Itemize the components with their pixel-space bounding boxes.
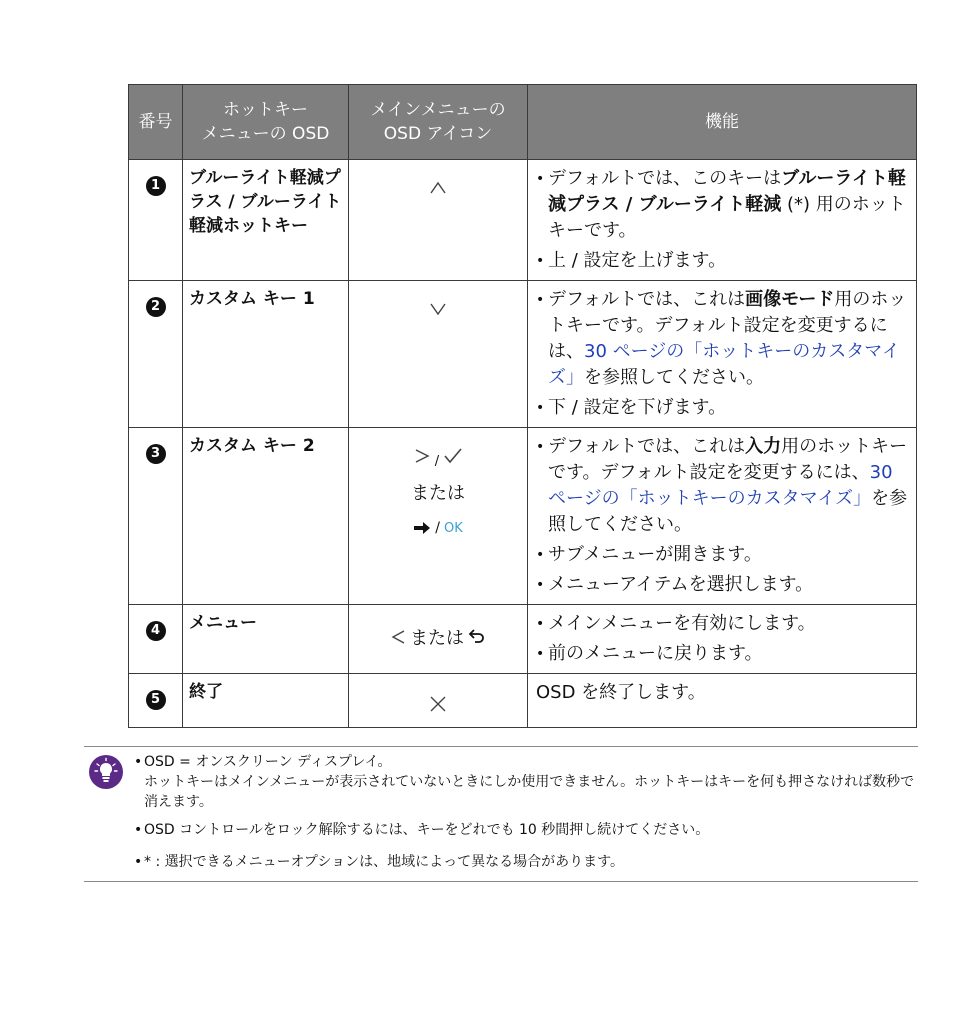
- hotkey-name: カスタム キー 1: [183, 281, 349, 428]
- row-number-cell: [129, 428, 183, 605]
- function-cell: [528, 674, 917, 728]
- osd-icon-cell: [349, 281, 528, 428]
- x-icon: [428, 694, 448, 714]
- hotkey-name: 終了: [183, 674, 349, 728]
- row-number-cell: [129, 160, 183, 281]
- icon-separator: /: [435, 520, 440, 536]
- note-item: ホットキーはメインメニューが表示されていないときにしか使用できません。ホットキーはキーを何も押さなければ数秒で消えます。: [144, 774, 915, 810]
- hotkey-name: メニュー: [183, 605, 349, 674]
- function-item: • メニューアイテムを選択します。: [536, 572, 908, 598]
- function-text: OSD を終了します。: [536, 682, 706, 703]
- header-hotkey: [183, 85, 349, 160]
- table-row: [129, 428, 917, 605]
- page-link[interactable]: 30 ページの「ホットキーのカスタマイズ」: [548, 462, 893, 509]
- page-link[interactable]: 30 ページの「ホットキーのカスタマイズ」: [548, 341, 900, 388]
- function-item: • デフォルトでは、このキーはブルーライト軽減プラス / ブルーライト軽減 (*) 用のホットキーです。: [536, 166, 908, 244]
- header-icon: [349, 85, 528, 160]
- icon-or-text: または: [411, 483, 465, 504]
- table-row: [129, 160, 917, 281]
- header-icon-line1: メインメニューの: [370, 100, 506, 120]
- function-item: • デフォルトでは、これは入力用のホットキーです。デフォルト設定を変更するには、30 ページの「ホットキーのカスタマイズ」を参照してください。: [536, 434, 908, 538]
- function-cell: [528, 605, 917, 674]
- osd-icon-cell: [349, 160, 528, 281]
- header-hotkey-line2: メニューの OSD: [201, 124, 330, 144]
- hotkey-name: ブルーライト軽減プラス / ブルーライト軽減ホットキー: [183, 160, 349, 281]
- checkmark-icon: [443, 447, 463, 465]
- header-hotkey-line1: ホットキー: [223, 100, 308, 120]
- arrow-right-icon: [413, 521, 431, 535]
- note-list: [134, 752, 918, 872]
- header-number: 番号: [129, 85, 183, 160]
- function-item: • 前のメニューに戻ります。: [536, 641, 908, 667]
- back-icon: [468, 628, 486, 646]
- function-item: • 下 / 設定を下げます。: [536, 395, 908, 421]
- function-item: • デフォルトでは、これは画像モード用のホットキーです。デフォルト設定を変更するには、30 ページの「ホットキーのカスタマイズ」を参照してください。: [536, 287, 908, 391]
- function-cell: [528, 160, 917, 281]
- note-item: • * : 選択できるメニューオプションは、地域によって異なる場合があります。: [134, 852, 918, 872]
- row-number-cell: [129, 605, 183, 674]
- number-badge: 4: [146, 621, 166, 641]
- icon-or-text: または: [410, 628, 464, 649]
- note-top-rule: [84, 746, 918, 747]
- function-cell: [528, 281, 917, 428]
- function-item: • メインメニューを有効にします。: [536, 611, 908, 637]
- caret-up-icon: [429, 181, 447, 195]
- caret-right-icon: [413, 447, 431, 465]
- function-item: • サブメニューが開きます。: [536, 542, 908, 568]
- number-badge: 5: [146, 690, 166, 710]
- function-cell: [528, 428, 917, 605]
- icon-separator: /: [434, 453, 440, 469]
- number-badge: 1: [146, 176, 166, 196]
- row-number-cell: [129, 674, 183, 728]
- number-badge: 2: [146, 297, 166, 317]
- note-item: • OSD コントロールをロック解除するには、キーをどれでも 10 秒間押し続けてください。: [134, 820, 918, 840]
- number-badge: 3: [146, 444, 166, 464]
- header-function: 機能: [528, 85, 917, 160]
- row-number-cell: [129, 281, 183, 428]
- hotkey-name: カスタム キー 2: [183, 428, 349, 605]
- caret-left-icon: [390, 628, 406, 646]
- caret-down-icon: [429, 302, 447, 316]
- osd-icon-cell: [349, 428, 528, 605]
- note-item: • OSD = オンスクリーン ディスプレイ。: [134, 752, 918, 772]
- osd-hotkey-table: [128, 84, 917, 728]
- osd-icon-cell: [349, 674, 528, 728]
- osd-icon-cell: [349, 605, 528, 674]
- function-item: • 上 / 設定を上げます。: [536, 248, 908, 274]
- lightbulb-icon: [88, 754, 124, 790]
- note-bottom-rule: [84, 881, 918, 882]
- ok-icon: OK: [443, 520, 463, 536]
- header-icon-line2: OSD アイコン: [383, 124, 493, 144]
- table-header-row: [129, 85, 917, 160]
- table-row: [129, 674, 917, 728]
- table-row: [129, 281, 917, 428]
- table-row: [129, 605, 917, 674]
